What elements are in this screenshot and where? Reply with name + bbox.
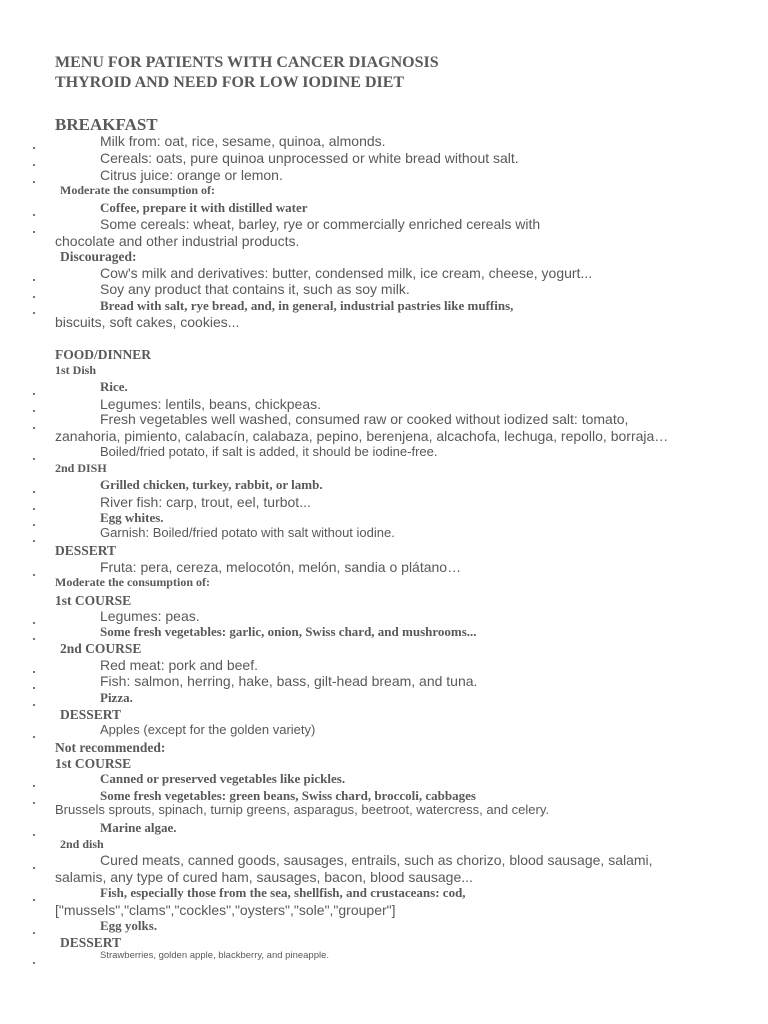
discouraged-heading: Discouraged: [60,249,137,264]
first-dish-item: Fresh vegetables well washed, consumed raw or cooked without iodized salt: tomato, [100,411,629,427]
bullet [33,785,35,787]
moderate-dessert-heading: DESSERT [60,707,122,722]
not-recommended-second-dish-item-cont: salamis, any type of cured ham, sausages, bacon, blood sausage... [55,869,473,885]
second-dish-item: River fish: carp, trout, eel, turbot... [100,494,311,510]
bullet [33,704,35,706]
bullet [33,834,35,836]
not-recommended-heading: Not recommended: [55,740,166,755]
discouraged-item: Cow's milk and derivatives: butter, condensed milk, ice cream, cheese, yogurt... [100,265,593,281]
first-dish-item-cont: zanahoria, pimiento, calabacín, calabaza, pepino, berenjena, alcachofa, lechuga, repollo, borraja… [55,428,669,444]
moderate-first-course-item: Legumes: peas. [100,608,200,624]
bullet [33,736,35,738]
discouraged-item: Soy any product that contains it, such as soy milk. [100,281,410,297]
not-recommended-dessert-heading: DESSERT [60,935,122,950]
moderate-second-course-item: Red meat: pork and beef. [100,657,258,673]
bullet [33,231,35,233]
title-line-1: MENU FOR PATIENTS WITH CANCER DIAGNOSIS [55,54,439,71]
bullet [33,393,35,395]
moderate-second-course-item: Pizza. [100,690,133,705]
bullet [33,508,35,510]
bullet [33,296,35,298]
bullet [33,312,35,314]
discouraged-item: Bread with salt, rye bread, and, in general, industrial pastries like muffins, [100,298,514,313]
not-recommended-first-course-item-cont: Brussels sprouts, spinach, turnip greens, asparagus, beetroot, watercress, and celery. [55,802,550,817]
bullet [33,622,35,624]
breakfast-item: Citrus juice: orange or lemon. [100,167,283,183]
moderate-second-course-heading: 2nd COURSE [60,641,142,656]
breakfast-moderate-item-cont: chocolate and other industrial products. [55,233,300,249]
not-recommended-second-dish-heading: 2nd dish [60,837,104,851]
breakfast-moderate-item: Some cereals: wheat, barley, rye or commercially enriched cereals with [100,216,541,232]
not-recommended-first-course-heading: 1st COURSE [55,756,132,771]
bullet [33,214,35,216]
bullet [33,279,35,281]
not-recommended-second-dish-item-cont: ["mussels","clams","cockles","oysters","sole","grouper"] [55,902,396,918]
not-recommended-first-course-item: Canned or preserved vegetables like pickles. [100,771,346,786]
bullet [33,867,35,869]
not-recommended-second-dish-item: Cured meats, canned goods, sausages, entrails, such as chorizo, blood sausage, salami, [100,852,653,868]
bullet [33,410,35,412]
bullet [33,638,35,640]
bullet [33,427,35,429]
bullet [33,540,35,542]
bullet [33,147,35,149]
breakfast-item: Cereals: oats, pure quinoa unprocessed or white bread without salt. [100,150,519,166]
moderate-first-course-heading: 1st COURSE [55,593,132,608]
bullet [33,524,35,526]
food-moderate-heading: Moderate the consumption of: [55,575,210,589]
bullet [33,164,35,166]
bullet [33,802,35,804]
not-recommended-second-dish-item: Egg yolks. [100,918,158,933]
bullet [33,687,35,689]
discouraged-item-cont: biscuits, soft cakes, cookies... [55,314,240,330]
breakfast-moderate-item: Coffee, prepare it with distilled water [100,200,308,215]
first-dish-item: Rice. [100,379,128,394]
bullet [33,962,35,964]
dessert-heading: DESSERT [55,543,117,558]
first-dish-item: Legumes: lentils, beans, chickpeas. [100,396,322,412]
not-recommended-first-course-item: Marine algae. [100,820,177,835]
breakfast-moderate-heading: Moderate the consumption of: [60,183,215,197]
dessert-item: Fruta: pera, cereza, melocotón, melón, sandia o plátano… [100,559,462,575]
bullet [33,671,35,673]
first-dish-heading: 1st Dish [55,363,97,377]
first-dish-item: Boiled/fried potato, if salt is added, it should be iodine-free. [100,444,438,459]
bullet [33,899,35,901]
bullet [33,932,35,934]
second-dish-item: Grilled chicken, turkey, rabbit, or lamb. [100,477,323,492]
second-dish-item: Garnish: Boiled/fried potato with salt without iodine. [100,525,395,540]
bullet [33,458,35,460]
moderate-first-course-item: Some fresh vegetables: garlic, onion, Swiss chard, and mushrooms... [100,624,477,639]
breakfast-heading: BREAKFAST [55,115,158,134]
moderate-dessert-item: Apples (except for the golden variety) [100,722,316,737]
bullet [33,574,35,576]
not-recommended-dessert-item: Strawberries, golden apple, blackberry, and pineapple. [100,950,330,961]
second-dish-item: Egg whites. [100,510,164,525]
food-heading: FOOD/DINNER [55,347,152,362]
not-recommended-second-dish-item: Fish, especially those from the sea, shellfish, and crustaceans: cod, [100,885,466,900]
not-recommended-first-course-item: Some fresh vegetables: green beans, Swiss chard, broccoli, cabbages [100,788,476,803]
breakfast-item: Milk from: oat, rice, sesame, quinoa, almonds. [100,133,386,149]
bullet [33,491,35,493]
title-line-2: THYROID AND NEED FOR LOW IODINE DIET [55,74,405,91]
second-dish-heading: 2nd DISH [55,461,107,475]
moderate-second-course-item: Fish: salmon, herring, hake, bass, gilt-head bream, and tuna. [100,673,478,689]
bullet [33,181,35,183]
